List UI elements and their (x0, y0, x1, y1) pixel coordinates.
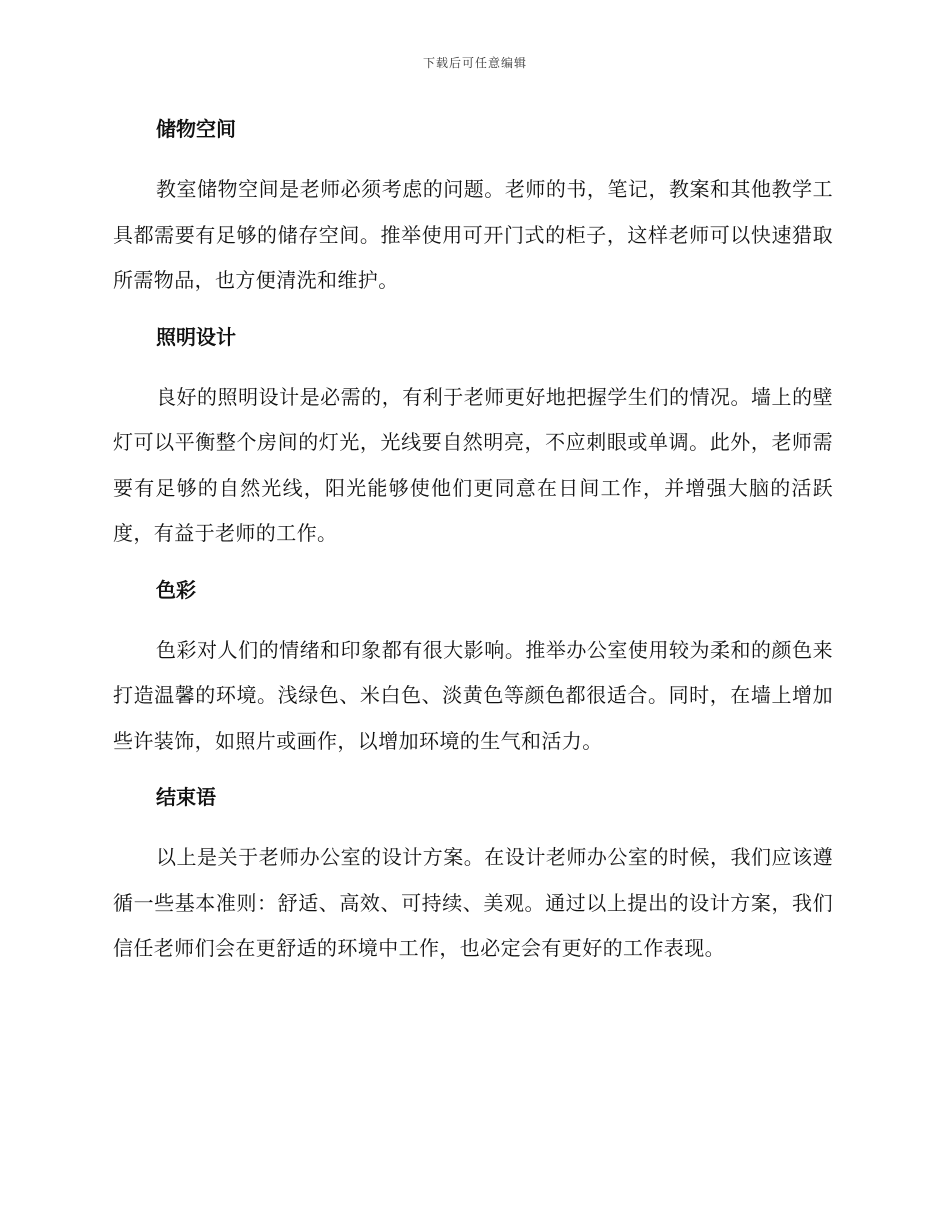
section-paragraph-color: 色彩对人们的情绪和印象都有很大影响。推举办公室使用较为柔和的颜色来打造温馨的环境。浅绿色、米白色、淡黄色等颜色都很适合。同时，在墙上增加些许装饰，如照片或画作，以增加环境的生气和活力。 (113, 637, 833, 753)
section-paragraph-storage: 教室储物空间是老师必须考虑的问题。老师的书，笔记，教案和其他教学工具都需要有足够的储存空间。推举使用可开门式的柜子，这样老师可以快速猎取所需物品，也方便清洗和维护。 (113, 177, 833, 292)
section-paragraph-conclusion: 以上是关于老师办公室的设计方案。在设计老师办公室的时候，我们应该遵循一些基本准则：舒适、高效、可持续、美观。通过以上提出的设计方案，我们信任老师们会在更舒适的环境中工作，也必定会有更好的工作表现。 (113, 845, 833, 960)
section-heading-lighting: 照明设计 (156, 324, 236, 349)
section-heading-conclusion: 结束语 (156, 785, 216, 809)
document-body (113, 109, 833, 972)
section-heading-color: 色彩 (156, 577, 196, 602)
section-heading-storage: 储物空间 (156, 117, 236, 141)
page-header-note: 下载后可任意编辑 (422, 56, 527, 70)
section-paragraph-lighting: 良好的照明设计是必需的，有利于老师更好地把握学生们的情况。墙上的壁灯可以平衡整个房间的灯光，光线要自然明亮，不应刺眼或单调。此外，老师需要有足够的自然光线，阳光能够使他们更同意在日间工作，并增强大脑的活跃度，有益于老师的工作。 (113, 384, 833, 545)
